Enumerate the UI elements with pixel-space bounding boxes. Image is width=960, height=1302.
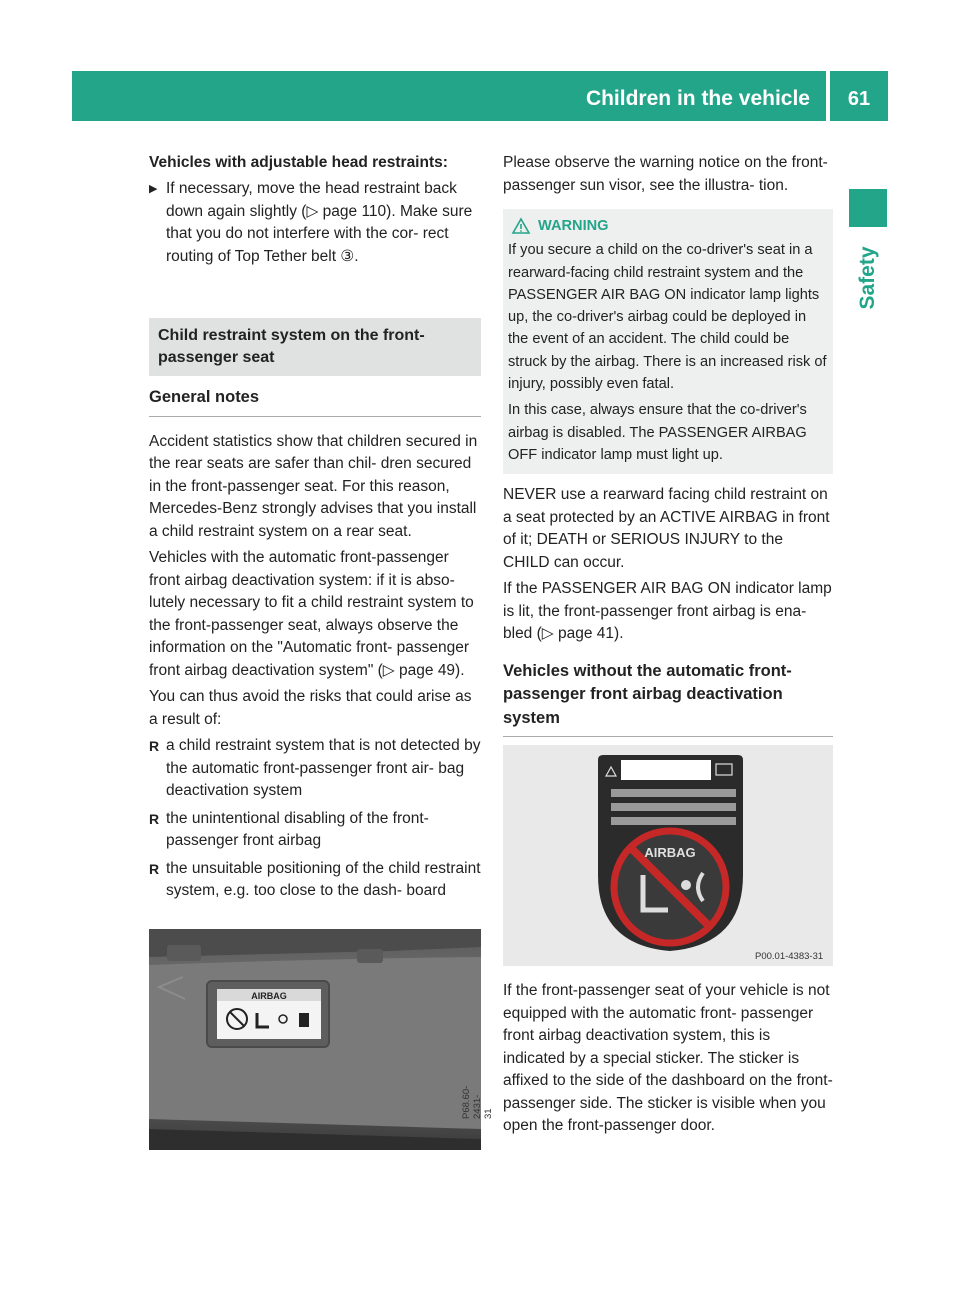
side-tab: [848, 238, 888, 318]
sticker-label-text: AIRBAG: [644, 845, 696, 860]
side-tab-label: Safety: [856, 246, 879, 310]
airbag-sticker-photo: [503, 745, 833, 966]
right-column-bottom: [503, 980, 833, 1142]
paragraph: You can thus avoid the risks that could arise as a result of:: [149, 688, 472, 728]
warning-paragraph: In this case, always ensure that the co-driver's airbag is disabled. The PASSENGER AIRBAG OFF indicator lamp must light up.: [508, 402, 807, 463]
warning-box: [503, 209, 833, 474]
airbag-sticker-illustration: [503, 745, 833, 966]
paragraph: Vehicles with the automatic front-passenger front airbag deactivation system: if it is abso- lutely necessary to fit a child restraint system to the front-passenger seat, always observe the information on the "Automatic front- passenger front airbag deactivation system" (▷ page 49).: [149, 549, 474, 679]
section-heading: Child restraint system on the front-passenger seat: [158, 327, 425, 366]
list-item: R a child restraint system that is not detected by the automatic front-passenger front air- bag deactivation system: [149, 737, 481, 799]
sun-visor-illustration: [149, 929, 481, 1150]
subheading-general-notes: General notes: [149, 388, 260, 406]
warning-header: [512, 215, 828, 237]
bullet-marker: R: [149, 738, 160, 754]
heading-without-deactivation: Vehicles without the automatic front-passenger front airbag deactivation system: [503, 661, 792, 727]
side-tab-marker: [849, 189, 887, 227]
list-item: R the unsuitable positioning of the child restraint system, e.g. too close to the dash- board: [149, 859, 481, 899]
figure-code: P68.60-2431-31: [461, 1085, 494, 1119]
list-item: R the unintentional disabling of the front- passenger front airbag: [149, 809, 429, 849]
left-column: [149, 152, 481, 908]
paragraph: Accident statistics show that children secured in the rear seats are safer than chil- dren secured in the front-passenger seat. For this reason, Mercedes-Benz strongly advises that you install a child restraint system on a rear seat.: [149, 432, 478, 540]
visor-label-text: AIRBAG: [251, 991, 287, 1001]
bullet-marker: R: [149, 810, 160, 827]
page-number: 61: [830, 71, 888, 121]
section-title: Children in the vehicle: [585, 87, 810, 110]
paragraph: NEVER use a rearward facing child restraint on a seat protected by an ACTIVE AIRBAG in front of it; DEATH or SERIOUS INJURY to the CHILD can occur.: [503, 486, 830, 571]
sun-visor-photo: [149, 929, 494, 1150]
warning-paragraph: If you secure a child on the co-driver's seat in a rearward-facing child restraint system and the PASSENGER AIR BAG ON indicator lamp lights up, the co-driver's airbag could be deployed in the event of an accident. The child could be struck by the airbag. There is an increased risk of injury, possibly even fatal.: [508, 242, 827, 393]
step-arrow-icon: ▶: [149, 183, 158, 195]
paragraph: If the PASSENGER AIR BAG ON indicator lamp is lit, the front-passenger front airbag is ena- bled (▷ page 41).: [503, 580, 832, 643]
figure-code: P00.01-4383-31: [755, 951, 824, 962]
step-text: If necessary, move the head restraint back down again slightly (▷ page 110). Make sure that you do not interfere with the cor- rect routing of Top Tether belt ③.: [166, 180, 473, 265]
warning-title: WARNING: [538, 218, 609, 234]
section-heading-box: [149, 318, 481, 376]
bullet-marker: R: [149, 860, 160, 877]
step-item: [149, 178, 481, 268]
right-column: [503, 152, 833, 737]
paragraph: If the front-passenger seat of your vehicle is not equipped with the automatic front- passenger front airbag deactivation system, this is indicated by a special sticker. The sticker is affixed to the side of the dashboard on the front-passenger side. The sticker is visible when you open the front-passenger door.: [503, 982, 833, 1134]
subheading-rule: [149, 376, 481, 417]
heading-adjustable-head-restraints: Vehicles with adjustable head restraints:: [149, 154, 448, 171]
paragraph: Please observe the warning notice on the front-passenger sun visor, see the illustra- tion.: [503, 154, 828, 194]
warning-triangle-icon: [512, 218, 530, 234]
heading-rule: [503, 660, 833, 738]
header-bar: [72, 71, 888, 121]
